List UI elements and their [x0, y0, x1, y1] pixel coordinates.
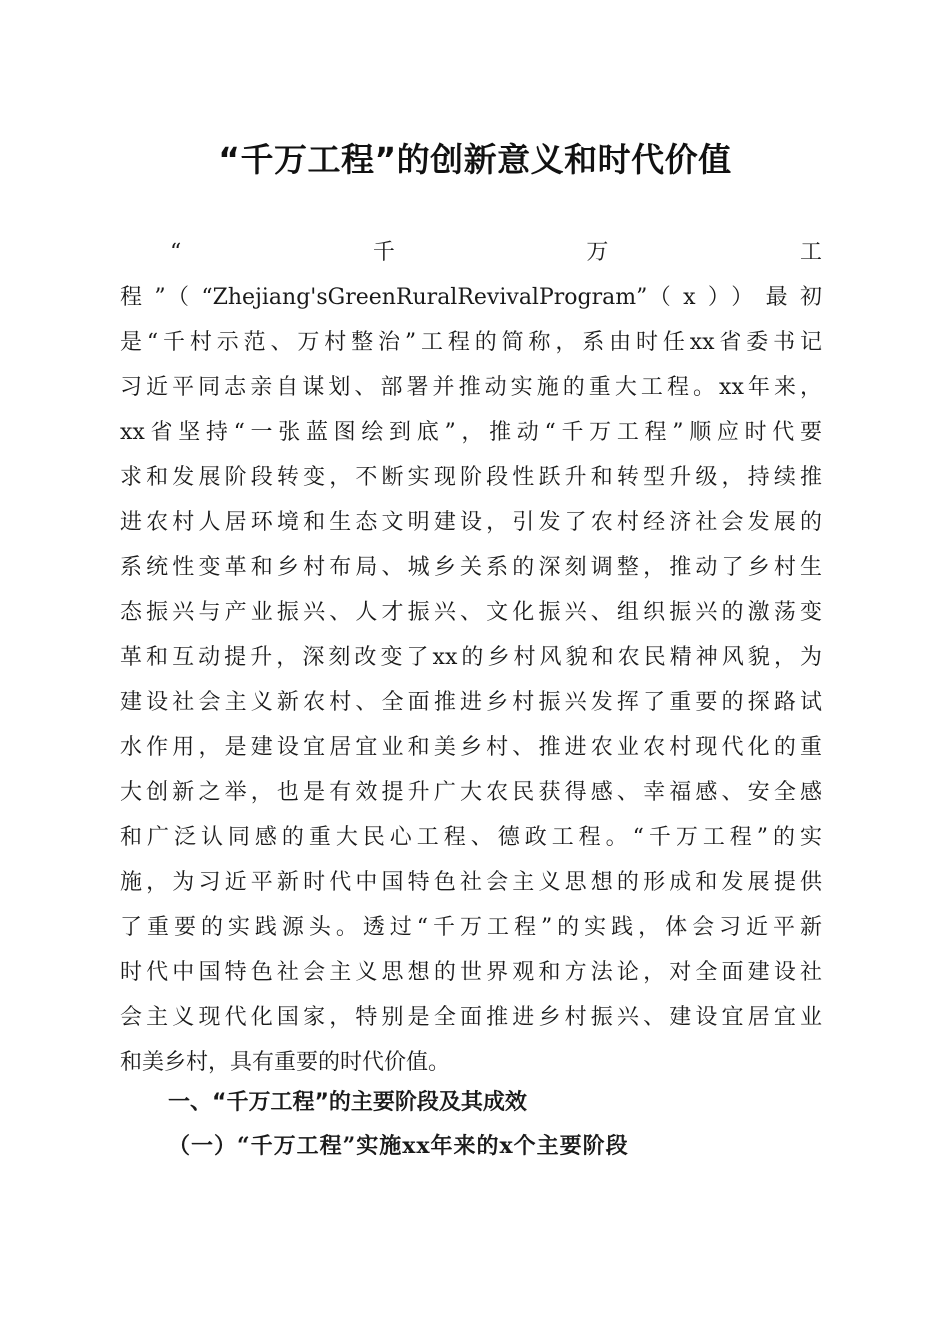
document-title: “千万工程”的创新意义和时代价值: [218, 140, 732, 179]
paragraph-line: 求和发展阶段转变，不断实现阶段性跃升和转型升级，持续推: [120, 465, 822, 490]
paragraph-line: 态振兴与产业振兴、人才振兴、文化振兴、组织振兴的激荡变: [120, 600, 822, 625]
paragraph-line: 水作用，是建设宜居宜业和美乡村、推进农业农村现代化的重: [120, 735, 822, 760]
subsection-heading: （一）“千万工程”实施xx年来的x个主要阶段: [168, 1133, 629, 1159]
paragraph-line-last: 和美乡村，具有重要的时代价值。: [120, 1050, 451, 1075]
paragraph-line: xx省坚持“一张蓝图绘到底”，推动“千万工程”顺应时代要: [120, 420, 822, 445]
section-heading: 一、“千万工程”的主要阶段及其成效: [168, 1090, 527, 1115]
paragraph-line: 建设社会主义新农村、全面推进乡村振兴发挥了重要的探路试: [120, 690, 822, 715]
first-line-char: 千: [372, 240, 395, 265]
paragraph-line: 了重要的实践源头。透过“千万工程”的实践，体会习近平新: [120, 915, 822, 940]
paragraph-line: 施，为习近平新时代中国特色社会主义思想的形成和发展提供: [120, 870, 822, 895]
first-line-char: 万: [586, 240, 609, 265]
paragraph-line: 革和互动提升，深刻改变了xx的乡村风貌和农民精神风貌，为: [120, 645, 822, 670]
paragraph-line: 和广泛认同感的重大民心工程、德政工程。“千万工程”的实: [120, 825, 822, 850]
paragraph-line: 大创新之举，也是有效提升广大农民获得感、幸福感、安全感: [120, 780, 822, 805]
intro-paragraph: [120, 230, 822, 1085]
paragraph-line: 会主义现代化国家，特别是全面推进乡村振兴、建设宜居宜业: [120, 1005, 822, 1030]
paragraph-line-first: [120, 230, 822, 275]
paragraph-line: 系统性变革和乡村布局、城乡关系的深刻调整，推动了乡村生: [120, 555, 822, 580]
paragraph-line: 进农村人居环境和生态文明建设，引发了农村经济社会发展的: [120, 510, 822, 535]
paragraph-line: 是“千村示范、万村整治”工程的简称，系由时任xx省委书记: [120, 330, 822, 355]
paragraph-line: 时代中国特色社会主义思想的世界观和方法论，对全面建设社: [120, 960, 822, 985]
first-line-char: “: [170, 240, 182, 265]
paragraph-line: 习近平同志亲自谋划、部署并推动实施的重大工程。xx年来，: [120, 375, 822, 400]
paragraph-line: 程”（“Zhejiang'sGreenRuralRevivalProgram”（x））最初: [120, 285, 822, 310]
first-line-char: 工: [799, 240, 822, 265]
